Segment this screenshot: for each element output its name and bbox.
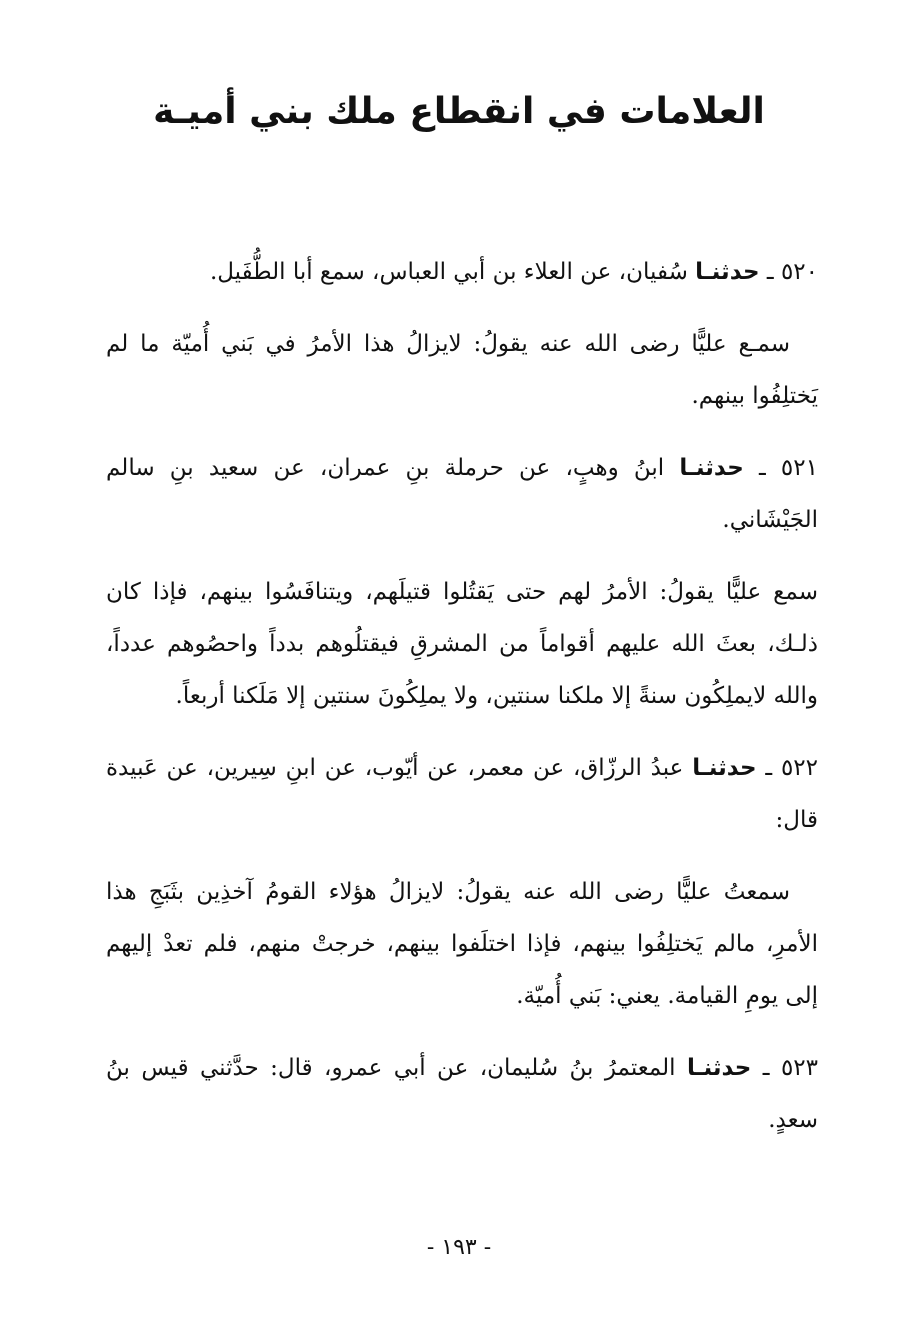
hadith-isnad: [106, 246, 818, 298]
hadith-number: ٥٢٣ ـ: [762, 1055, 818, 1081]
hadith-isnad: [106, 1042, 818, 1146]
page-title: العلامات في انقطاع ملك بني أميـة: [153, 91, 765, 132]
haddathana-keyword: حدثنـا: [692, 755, 757, 781]
hadith-number: ٥٢٢ ـ: [765, 755, 819, 781]
haddathana-keyword: حدثنـا: [679, 455, 744, 481]
page-number: - ١٩٣ -: [426, 1235, 492, 1260]
hadith-matn: سمعتُ عليًّا رضى الله عنه يقولُ: لايزالُ هؤلاء القومُ آخذِين بثَبَجِ هذا الأمرِ، مالم يَختلِفُوا بينهم، فإذا اختلَفوا بينهم، خرجتْ منهم، فلم تعدْ إليهم إلى يومِ القيامة. يعني: بَني أُميّة.: [106, 879, 818, 1009]
haddathana-keyword: حدثنـا: [686, 1055, 752, 1081]
hadith-number: ٥٢١ ـ: [758, 455, 818, 481]
hadith-matn: سمع عليًّا يقولُ: الأمرُ لهم حتى يَقتُلوا قتيلَهم، ويتنافَسُوا بينهم، فإذا كان ذلـك، بعثَ الله عليهم أقواماً من المشرقِ فيقتلُوهم بدداً واحصُوهم عدداً، والله لايملِكُون سنةً إلا ملكنا سنتين، ولا يملِكُونَ سنتين إلا مَلَكنا أربعاً.: [106, 579, 818, 709]
isnad-text: المعتمرُ بنُ سُليمان، عن أبي عمرو، قال: حدَّثني قيس بنُ سعدٍ.: [106, 1055, 818, 1133]
isnad-text: عبدُ الرزّاق، عن معمر، عن أيّوب، عن ابنِ سِيرين، عن عَبيدة قال:: [106, 755, 818, 833]
haddathana-keyword: حدثنـا: [695, 259, 760, 285]
hadith-number: ٥٢٠ ـ: [766, 259, 818, 285]
hadith-matn: سمـع عليًّا رضى الله عنه يقولُ: لايزالُ هذا الأمرُ في بَني أُميّة ما لم يَختلِفُوا بينهم.: [106, 331, 818, 409]
isnad-text: ابنُ وهبٍ، عن حرملة بنِ عمران، عن سعيد بنِ سالم الجَيْشَاني.: [106, 455, 818, 533]
hadith-isnad: [106, 742, 818, 846]
isnad-text: سُفيان، عن العلاء بن أبي العباس، سمع أبا الطُّفَيل.: [209, 259, 688, 285]
page-body: [106, 246, 818, 1166]
hadith-isnad: [106, 442, 818, 546]
